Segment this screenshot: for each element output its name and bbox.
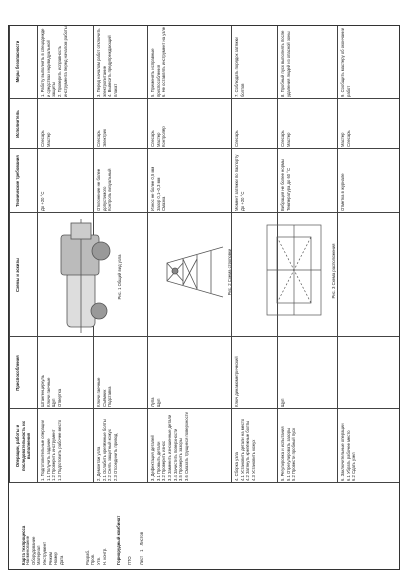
header-row: Дата — [59, 555, 65, 565]
header-row: Наименование — [25, 535, 30, 565]
tech-requirements-cell: Износ не более 0,5 мм Зазор 0,1–0,3 мм Смазка — [150, 166, 167, 211]
column-header: Меры безопасности — [15, 40, 20, 83]
tools-cell: Ключи гаечные Съёмник Подставка — [96, 377, 113, 407]
column-header: Приспособления — [15, 355, 20, 391]
fig-1-caption: Рис. 1 Общий вид узла — [117, 254, 122, 300]
performer-cell: Мастер Слесарь — [340, 130, 351, 147]
row-divider — [147, 26, 148, 483]
tech-requirements-cell: Момент затяжки по паспорту До +20 °С — [234, 154, 245, 211]
header-row: Инструмент — [42, 541, 48, 565]
header-row: Материал — [36, 545, 42, 565]
stamp-rows — [85, 485, 108, 565]
fig-2-caption: Рис. 2 Схема строповки — [227, 248, 232, 296]
performer-cell: Слесарь Мастер — [280, 130, 291, 147]
column-header: Исполнитель — [15, 110, 20, 138]
title-block-divider — [9, 482, 399, 483]
column-divider — [9, 148, 399, 149]
row-divider — [337, 26, 338, 483]
tech-requirements-cell: Отметка в журнале — [340, 173, 345, 211]
fig-3-layout-scheme — [261, 215, 329, 325]
header-row: Оборудование — [30, 536, 36, 565]
stamp-row: Н. контр. — [101, 547, 107, 565]
safety-cell: 3. Перед началом работ отключить электропитание 4. Вывесить предупреждающий плакат — [96, 28, 119, 97]
column-divider — [9, 98, 399, 99]
tools-cell: Ключ динамометрический — [234, 356, 239, 407]
tech-requirements-cell: Отклонение не более допустимого Контроль визуальный — [96, 168, 113, 211]
performer-cell: Слесарь Мастер — [40, 130, 51, 147]
doc-title: Карта техпроцесса — [20, 525, 26, 565]
tools-cell: Штангенциркуль Ключи гаечные Щуп Отвертка — [40, 375, 63, 407]
operation-cell: 1. Подготовительные операции 1.1 Получить задание 1.2 Проверить инструмент 1.3 Подготовить рабочее место — [40, 419, 63, 481]
column-header: Схемы и эскизы — [15, 258, 20, 293]
safety-cell: 1. Работу выполнять в спецодежде и средствах индивидуальной защиты 2. Проверить исправность инструмента перед началом работы — [40, 26, 68, 97]
fig-2-rigging-sketch — [157, 237, 227, 307]
safety-cell: 8. Пробный пуск выполнять после удаления людей из опасной зоны — [280, 30, 291, 97]
safety-cell: 9. Сообщить мастеру об окончании работ — [340, 27, 351, 97]
sheet-number-cell: Лист — [138, 555, 144, 565]
sheet-numbering — [139, 485, 145, 565]
drawing-frame — [8, 25, 400, 570]
stamp-row: Пров. — [90, 553, 96, 565]
column-header: Операции, работы и последовательность их выполнения — [15, 420, 32, 472]
doc-name: Горнорудный комбинат — [116, 515, 122, 565]
operation-cell: 3. Дефектация деталей 3.1 Промыть детали 3.2 Проверить износ 3.3 Заменить изношенные детали 3.4 Зачистить поверхности 3.5 Проверить зазоры 3.6 Смазать трущиеся поверхности — [150, 412, 190, 481]
stamp-row: Утв. — [96, 557, 102, 565]
tools-cell: Щуп — [280, 398, 285, 407]
title-block-stamp — [79, 485, 150, 565]
header-rows — [25, 485, 65, 565]
column-divider — [9, 212, 399, 213]
header-row: Режим — [47, 552, 53, 565]
sheet-number-cell: Листов — [138, 531, 144, 546]
tools-cell: Лупа Щуп — [150, 397, 161, 407]
fig-3-caption: Рис. 3 Схема расположения — [331, 243, 336, 299]
fig-1-assembly-sketch — [47, 217, 117, 337]
stamp-row: Разраб. — [84, 549, 90, 565]
operation-cell: 4. Сборка узла 4.1 Установить детали на место 4.2 Затянуть крепёжные болты 4.3 Установить кожух — [234, 418, 257, 481]
tech-requirements-cell: Вибрация не более нормы Температура до 60 °С — [280, 159, 291, 211]
operation-cell: 6. Заключительные операции 6.1 Убрать рабочее место 6.2 Сдать узел — [340, 423, 357, 481]
stage: ПТО — [127, 556, 133, 565]
column-divider — [9, 408, 399, 409]
header-row: Номер — [53, 552, 59, 565]
performer-cell: Слесарь Мастер Контролёр — [150, 126, 167, 147]
column-header: Технические требования — [15, 155, 20, 207]
operation-cell: 2. Демонтаж узла 2.1 Ослабить крепёжные болты 2.2 Снять защитный кожух 2.3 Отсоединить привод — [96, 419, 119, 481]
performer-cell: Слесарь — [234, 130, 239, 147]
sheet-number-cell: 1 — [138, 549, 144, 552]
safety-cell: 5. Применять исправные приспособления 6. Не оставлять инструмент на узле — [150, 26, 167, 97]
header-bottom-line — [37, 26, 38, 483]
header-top-line — [9, 26, 10, 483]
tech-requirements-cell: До +20 °С — [40, 191, 45, 211]
performer-cell: Слесарь Электрик — [96, 129, 107, 147]
operation-cell: 5. Регулировка и испытания 5.1 Отрегулировать зазоры 5.2 Провести пробный пуск — [280, 426, 297, 481]
safety-cell: 7. Соблюдать порядок затяжки болтов — [234, 37, 245, 97]
